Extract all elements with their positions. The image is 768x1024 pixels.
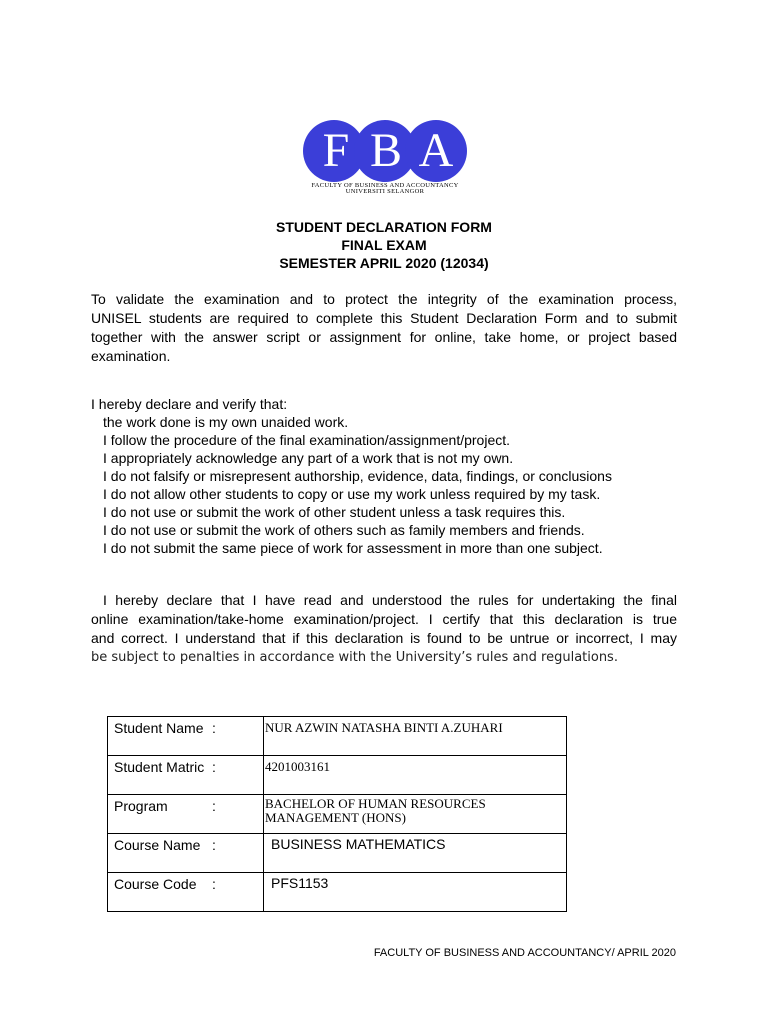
program-label: Program :	[108, 795, 264, 834]
table-row	[108, 756, 567, 795]
page-footer: FACULTY OF BUSINESS AND ACCOUNTANCY/ APRIL 2020	[373, 947, 676, 959]
logo-letter-f: F	[322, 124, 350, 177]
faculty-logo	[300, 118, 470, 198]
intro-paragraph	[91, 290, 677, 366]
intro-line: To validate the examination and to protect the integrity of the examination process,	[91, 291, 677, 307]
table-row	[108, 795, 567, 834]
student-matric-label: Student Matric :	[108, 756, 264, 795]
course-code-label: Course Code :	[108, 873, 264, 912]
form-title: STUDENT DECLARATION FORM	[276, 219, 492, 235]
declaration-item: I do not use or submit the work of other student unless a task requires this.	[103, 504, 566, 520]
student-name-label: Student Name :	[108, 717, 264, 756]
table-row	[108, 834, 567, 873]
statement-paragraph	[91, 591, 677, 667]
logo-faculty-name: FACULTY OF BUSINESS AND ACCOUNTANCY	[311, 182, 459, 189]
declaration-lead: I hereby declare and verify that:	[91, 396, 288, 412]
logo-university-name: UNIVERSITI SELANGOR	[345, 188, 425, 195]
semester-title: SEMESTER APRIL 2020 (12034)	[279, 255, 489, 271]
statement-line: be subject to penalties in accordance with the University’s rules and regulations.	[91, 650, 618, 665]
intro-line: UNISEL students are required to complete this Student Declaration Form and to submit	[91, 310, 677, 326]
program-value: BACHELOR OF HUMAN RESOURCES MANAGEMENT (HONS)	[264, 795, 567, 834]
course-name-label: Course Name :	[108, 834, 264, 873]
intro-line: together with the answer script or assignment for online, take home, or project based	[91, 329, 677, 345]
exam-title: FINAL EXAM	[341, 237, 427, 253]
course-name-value: BUSINESS MATHEMATICS	[264, 834, 567, 873]
table-row	[108, 717, 567, 756]
declaration-item: I follow the procedure of the final examination/assignment/project.	[103, 432, 511, 448]
statement-line: I hereby declare that I have read and understood the rules for undertaking the final	[103, 592, 677, 608]
logo-emblem	[303, 120, 467, 182]
intro-line: examination.	[91, 348, 171, 364]
student-info-table	[107, 716, 567, 912]
logo-letter-a: A	[418, 124, 454, 177]
declaration-item: I do not use or submit the work of others such as family members and friends.	[103, 522, 585, 538]
table-row	[108, 873, 567, 912]
statement-line: and correct. I understand that if this declaration is found to be untrue or incorrect, I may	[91, 630, 677, 646]
student-matric-value: 4201003161	[264, 756, 567, 795]
declaration-item: I do not submit the same piece of work for assessment in more than one subject.	[103, 540, 603, 556]
declaration-item: I do not allow other students to copy or use my work unless required by my task.	[103, 486, 601, 502]
logo-letter-b: B	[369, 124, 402, 177]
student-name-value: NUR AZWIN NATASHA BINTI A.ZUHARI	[264, 717, 567, 756]
declaration-list	[91, 395, 612, 557]
declaration-item: the work done is my own unaided work.	[103, 414, 349, 430]
declaration-item: I do not falsify or misrepresent authorship, evidence, data, findings, or conclusions	[103, 468, 612, 484]
declaration-item: I appropriately acknowledge any part of a work that is not my own.	[103, 450, 514, 466]
statement-line: online examination/take-home examination/project. I certify that this declaration is true	[91, 611, 677, 627]
course-code-value: PFS1153	[264, 873, 567, 912]
